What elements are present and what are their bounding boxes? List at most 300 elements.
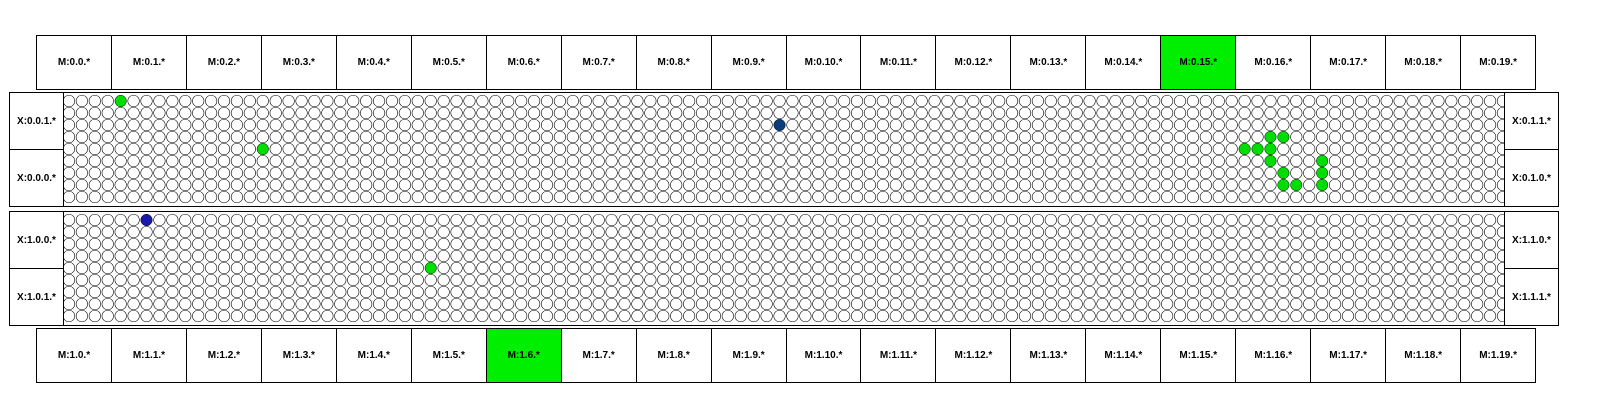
node: [283, 298, 295, 310]
node: [722, 214, 734, 226]
node: [180, 143, 192, 155]
bottom-module-cell-19[interactable]: M:1.19.*: [1460, 328, 1536, 383]
node: [722, 191, 734, 203]
bottom-module-cell-4[interactable]: M:1.4.*: [336, 328, 412, 383]
top-module-cell-15[interactable]: M:0.15.*: [1160, 35, 1236, 90]
node: [1006, 131, 1018, 143]
node: [257, 298, 269, 310]
node: [1045, 226, 1057, 238]
node: [270, 298, 282, 310]
bottom-module-cell-3[interactable]: M:1.3.*: [261, 328, 337, 383]
node: [1316, 95, 1328, 107]
node: [180, 250, 192, 262]
node: [128, 143, 140, 155]
top-module-cell-19[interactable]: M:0.19.*: [1460, 35, 1536, 90]
node: [670, 250, 682, 262]
node: [993, 286, 1005, 298]
node: [658, 155, 670, 167]
top-module-cell-12[interactable]: M:0.12.*: [935, 35, 1011, 90]
node: [1291, 226, 1303, 238]
node: [244, 143, 256, 155]
node: [1161, 238, 1173, 250]
node: [1226, 95, 1238, 107]
node: [1291, 214, 1303, 226]
node: [696, 286, 708, 298]
node: [1329, 238, 1341, 250]
node: [451, 191, 463, 203]
node: [1110, 238, 1122, 250]
node: [1303, 119, 1315, 131]
node: [1123, 191, 1135, 203]
node: [154, 214, 166, 226]
node: [1291, 250, 1303, 262]
node: [528, 119, 540, 131]
node: [1433, 119, 1445, 131]
node: [1355, 155, 1367, 167]
top-module-cell-3[interactable]: M:0.3.*: [261, 35, 337, 90]
node: [1123, 250, 1135, 262]
top-module-cell-1[interactable]: M:0.1.*: [111, 35, 187, 90]
bottom-module-cell-7[interactable]: M:1.7.*: [561, 328, 637, 383]
node: [722, 107, 734, 119]
node: [955, 262, 967, 274]
active-node-0-3-93[interactable]: [1265, 131, 1277, 143]
node: [502, 286, 514, 298]
node: [1394, 191, 1406, 203]
node: [412, 310, 424, 322]
top-module-cell-14[interactable]: M:0.14.*: [1085, 35, 1161, 90]
node: [813, 107, 825, 119]
node: [270, 310, 282, 322]
node: [399, 274, 411, 286]
node: [670, 238, 682, 250]
node: [580, 250, 592, 262]
node: [1316, 286, 1328, 298]
node: [1071, 131, 1083, 143]
node: [1032, 179, 1044, 191]
node: [1213, 179, 1225, 191]
node: [1303, 298, 1315, 310]
node: [1252, 238, 1264, 250]
node: [929, 131, 941, 143]
node: [1148, 143, 1160, 155]
node: [645, 191, 657, 203]
node: [412, 155, 424, 167]
node: [735, 155, 747, 167]
node: [709, 131, 721, 143]
node: [205, 214, 217, 226]
node: [658, 298, 670, 310]
node: [1084, 310, 1096, 322]
node: [1394, 310, 1406, 322]
node: [1484, 107, 1496, 119]
node: [347, 310, 359, 322]
top-module-cell-7[interactable]: M:0.7.*: [561, 35, 637, 90]
node: [515, 286, 527, 298]
node: [632, 143, 644, 155]
active-node-0-2-55[interactable]: [774, 119, 786, 131]
node: [787, 250, 799, 262]
node: [1200, 298, 1212, 310]
node: [76, 238, 88, 250]
node: [903, 310, 915, 322]
bottom-module-cell-1[interactable]: M:1.1.*: [111, 328, 187, 383]
node: [1058, 286, 1070, 298]
node: [270, 167, 282, 179]
node: [1446, 274, 1458, 286]
node: [722, 95, 734, 107]
node: [1200, 238, 1212, 250]
node: [787, 155, 799, 167]
node: [154, 155, 166, 167]
active-node-0-4-91[interactable]: [1239, 143, 1251, 155]
node: [244, 238, 256, 250]
node: [593, 119, 605, 131]
bottom-module-cell-14[interactable]: M:1.14.*: [1085, 328, 1161, 383]
node: [335, 179, 347, 191]
active-node-0-6-97[interactable]: [1316, 167, 1328, 179]
node: [1446, 119, 1458, 131]
bottom-module-cell-0[interactable]: M:1.0.*: [36, 328, 112, 383]
node: [993, 298, 1005, 310]
node: [154, 298, 166, 310]
node: [1381, 262, 1393, 274]
active-node-0-4-93[interactable]: [1265, 143, 1277, 155]
node: [1019, 191, 1031, 203]
node: [1032, 214, 1044, 226]
node: [490, 298, 502, 310]
node: [761, 262, 773, 274]
node: [373, 226, 385, 238]
node: [1032, 226, 1044, 238]
node: [1381, 191, 1393, 203]
node: [1303, 95, 1315, 107]
node: [231, 107, 243, 119]
node: [322, 155, 334, 167]
node: [1265, 179, 1277, 191]
node: [787, 262, 799, 274]
node: [670, 119, 682, 131]
node: [257, 155, 269, 167]
node: [1278, 191, 1290, 203]
node: [283, 274, 295, 286]
node: [1484, 286, 1496, 298]
node: [683, 191, 695, 203]
active-node-0-7-97[interactable]: [1316, 179, 1328, 191]
node: [412, 143, 424, 155]
node: [1446, 155, 1458, 167]
node: [1006, 310, 1018, 322]
node: [309, 107, 321, 119]
active-node-1-0-6[interactable]: [141, 214, 153, 226]
node: [464, 286, 476, 298]
node: [218, 298, 230, 310]
node: [283, 179, 295, 191]
top-module-cell-10[interactable]: M:0.10.*: [786, 35, 862, 90]
node: [1174, 262, 1186, 274]
node: [1329, 298, 1341, 310]
node: [645, 298, 657, 310]
bottom-module-cell-8[interactable]: M:1.8.*: [636, 328, 712, 383]
node: [528, 143, 540, 155]
node: [464, 191, 476, 203]
top-module-cell-11[interactable]: M:0.11.*: [860, 35, 936, 90]
node: [1110, 298, 1122, 310]
node: [502, 274, 514, 286]
bottom-module-cell-11[interactable]: M:1.11.*: [860, 328, 936, 383]
node: [1110, 310, 1122, 322]
node: [1045, 298, 1057, 310]
node: [1148, 191, 1160, 203]
node: [1265, 274, 1277, 286]
node: [929, 238, 941, 250]
node: [1407, 250, 1419, 262]
node: [980, 107, 992, 119]
bottom-module-cell-10[interactable]: M:1.10.*: [786, 328, 862, 383]
node: [515, 238, 527, 250]
node: [1045, 107, 1057, 119]
node: [451, 155, 463, 167]
bottom-module-cell-9[interactable]: M:1.9.*: [711, 328, 787, 383]
node: [464, 131, 476, 143]
node: [1097, 214, 1109, 226]
node: [192, 286, 204, 298]
node: [929, 226, 941, 238]
node: [787, 167, 799, 179]
node: [658, 131, 670, 143]
node: [1097, 131, 1109, 143]
node: [347, 107, 359, 119]
node: [645, 167, 657, 179]
top-module-cell-5[interactable]: M:0.5.*: [411, 35, 487, 90]
node: [490, 167, 502, 179]
node: [270, 143, 282, 155]
active-node-0-7-95[interactable]: [1291, 179, 1303, 191]
node: [567, 167, 579, 179]
node: [632, 250, 644, 262]
top-module-cell-8[interactable]: M:0.8.*: [636, 35, 712, 90]
node: [1187, 119, 1199, 131]
node: [425, 191, 437, 203]
bottom-module-cell-5[interactable]: M:1.5.*: [411, 328, 487, 383]
node: [541, 119, 553, 131]
node: [1239, 250, 1251, 262]
bottom-module-cell-13[interactable]: M:1.13.*: [1010, 328, 1086, 383]
node: [1148, 95, 1160, 107]
node: [386, 107, 398, 119]
node: [1420, 179, 1432, 191]
active-node-0-5-97[interactable]: [1316, 155, 1328, 167]
node: [257, 214, 269, 226]
node: [787, 179, 799, 191]
active-node-0-4-92[interactable]: [1252, 143, 1264, 155]
node: [748, 238, 760, 250]
node: [438, 214, 450, 226]
node: [968, 250, 980, 262]
top-module-cell-17[interactable]: M:0.17.*: [1310, 35, 1386, 90]
node: [1032, 238, 1044, 250]
bottom-module-cell-6[interactable]: M:1.6.*: [486, 328, 562, 383]
node: [1381, 310, 1393, 322]
node: [244, 107, 256, 119]
node: [955, 226, 967, 238]
node: [554, 214, 566, 226]
bottom-module-cell-15[interactable]: M:1.15.*: [1160, 328, 1236, 383]
node: [903, 119, 915, 131]
node: [154, 226, 166, 238]
node: [322, 131, 334, 143]
node: [231, 167, 243, 179]
node: [903, 298, 915, 310]
node: [670, 226, 682, 238]
node: [825, 226, 837, 238]
node: [554, 191, 566, 203]
node: [554, 143, 566, 155]
node: [696, 131, 708, 143]
node: [851, 274, 863, 286]
node: [606, 107, 618, 119]
node: [154, 143, 166, 155]
node: [1446, 191, 1458, 203]
node: [813, 214, 825, 226]
node: [464, 179, 476, 191]
node: [541, 191, 553, 203]
node: [1303, 143, 1315, 155]
node: [670, 95, 682, 107]
node: [916, 298, 928, 310]
node: [451, 226, 463, 238]
node: [464, 119, 476, 131]
node: [205, 155, 217, 167]
node: [63, 286, 75, 298]
node: [322, 262, 334, 274]
active-node-0-5-93[interactable]: [1265, 155, 1277, 167]
node: [373, 131, 385, 143]
node: [1136, 167, 1148, 179]
active-node-0-3-94[interactable]: [1278, 131, 1290, 143]
node: [296, 214, 308, 226]
top-module-cell-0[interactable]: M:0.0.*: [36, 35, 112, 90]
node: [425, 155, 437, 167]
node: [1226, 155, 1238, 167]
top-module-cell-18[interactable]: M:0.18.*: [1385, 35, 1461, 90]
node: [128, 310, 140, 322]
node: [1394, 95, 1406, 107]
node: [1303, 214, 1315, 226]
node: [554, 119, 566, 131]
active-node-1-4-28[interactable]: [425, 262, 437, 274]
bottom-module-cell-2[interactable]: M:1.2.*: [186, 328, 262, 383]
bottom-module-cell-16[interactable]: M:1.16.*: [1235, 328, 1311, 383]
node: [942, 298, 954, 310]
node: [890, 167, 902, 179]
node: [76, 262, 88, 274]
node: [1019, 107, 1031, 119]
node: [399, 262, 411, 274]
top-module-cell-13[interactable]: M:0.13.*: [1010, 35, 1086, 90]
node: [1136, 119, 1148, 131]
node: [696, 274, 708, 286]
node: [1368, 298, 1380, 310]
node: [102, 250, 114, 262]
node: [735, 274, 747, 286]
node: [1484, 262, 1496, 274]
node: [1368, 191, 1380, 203]
top-module-cell-2[interactable]: M:0.2.*: [186, 35, 262, 90]
active-node-0-4-15[interactable]: [257, 143, 269, 155]
top-module-cell-6[interactable]: M:0.6.*: [486, 35, 562, 90]
node: [903, 179, 915, 191]
active-node-0-6-94[interactable]: [1278, 167, 1290, 179]
node: [373, 238, 385, 250]
node: [735, 298, 747, 310]
node: [1278, 107, 1290, 119]
node: [63, 214, 75, 226]
node: [76, 250, 88, 262]
node: [1071, 214, 1083, 226]
node: [515, 131, 527, 143]
node: [335, 214, 347, 226]
node: [1058, 274, 1070, 286]
active-node-0-7-94[interactable]: [1278, 179, 1290, 191]
node: [722, 262, 734, 274]
node: [1174, 107, 1186, 119]
node: [115, 310, 127, 322]
top-module-cell-16[interactable]: M:0.16.*: [1235, 35, 1311, 90]
node: [244, 310, 256, 322]
node: [141, 95, 153, 107]
node: [606, 274, 618, 286]
node: [1226, 274, 1238, 286]
node: [645, 226, 657, 238]
top-module-cell-9[interactable]: M:0.9.*: [711, 35, 787, 90]
node: [283, 310, 295, 322]
node: [1471, 298, 1483, 310]
node: [180, 274, 192, 286]
top-module-cell-4[interactable]: M:0.4.*: [336, 35, 412, 90]
node: [632, 131, 644, 143]
bottom-module-cell-18[interactable]: M:1.18.*: [1385, 328, 1461, 383]
node: [722, 310, 734, 322]
node: [1032, 95, 1044, 107]
node: [1252, 214, 1264, 226]
node: [360, 131, 372, 143]
node: [993, 226, 1005, 238]
node: [916, 214, 928, 226]
node: [968, 119, 980, 131]
node: [761, 119, 773, 131]
node: [1174, 250, 1186, 262]
active-node-0-0-4[interactable]: [115, 95, 127, 107]
bottom-module-cell-17[interactable]: M:1.17.*: [1310, 328, 1386, 383]
node: [335, 238, 347, 250]
node: [993, 250, 1005, 262]
node: [528, 262, 540, 274]
node: [903, 143, 915, 155]
node: [877, 226, 889, 238]
node: [877, 250, 889, 262]
node: [1484, 95, 1496, 107]
bottom-module-cell-12[interactable]: M:1.12.*: [935, 328, 1011, 383]
node: [373, 179, 385, 191]
node: [825, 179, 837, 191]
node: [515, 214, 527, 226]
node: [916, 310, 928, 322]
node: [1200, 262, 1212, 274]
node: [1446, 143, 1458, 155]
node: [515, 250, 527, 262]
node: [864, 310, 876, 322]
